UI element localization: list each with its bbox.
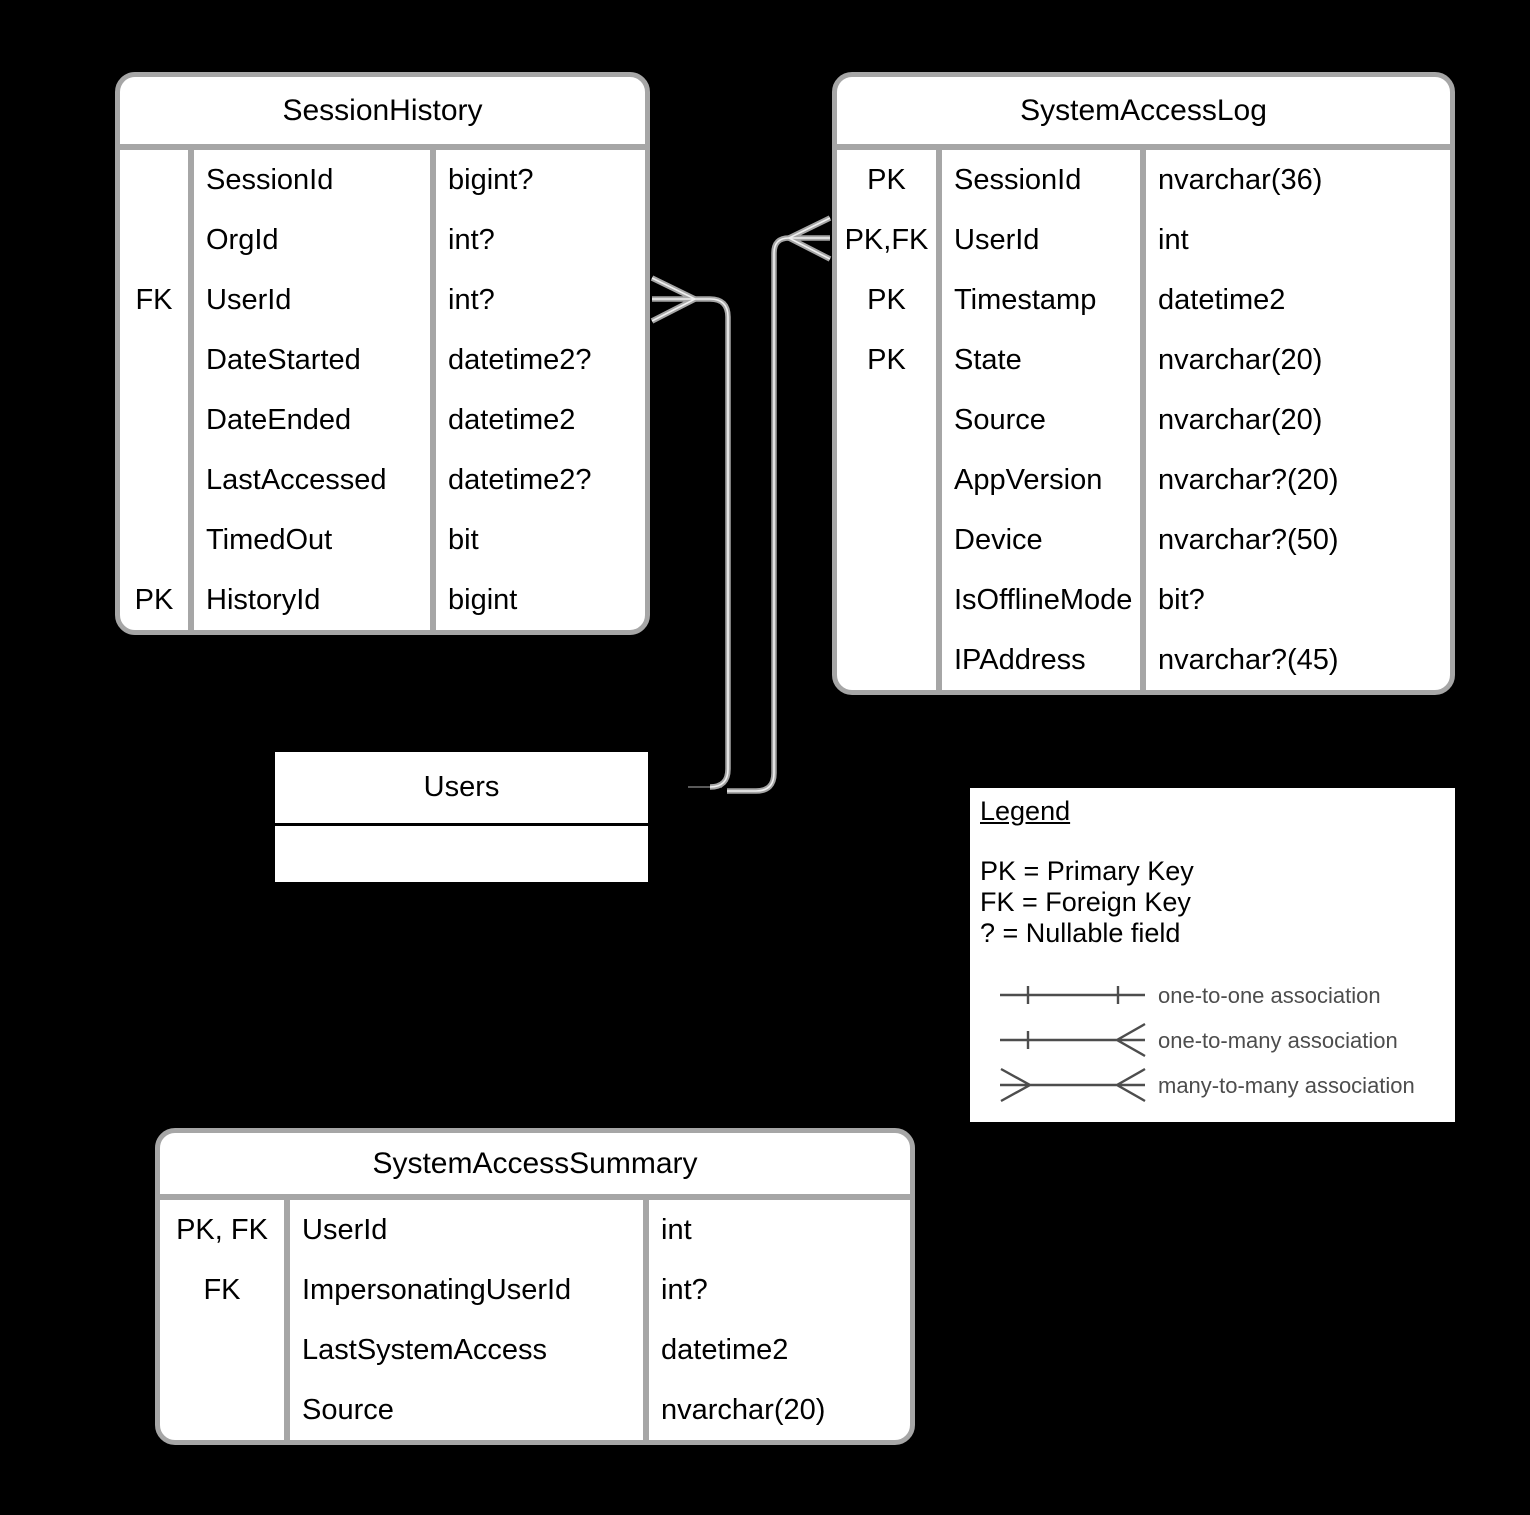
line-highlight	[652, 278, 695, 321]
row-key	[160, 1320, 290, 1380]
row-key: PK,FK	[837, 210, 942, 270]
row-key	[120, 390, 194, 450]
legend-association-symbols	[970, 958, 1455, 1122]
row-field-type: datetime2?	[448, 463, 592, 496]
row-field-name: Source	[290, 1380, 649, 1440]
entity-title: Users	[423, 771, 500, 803]
row-field-type: bigint?	[448, 163, 534, 196]
row-field-type: datetime2	[1158, 283, 1286, 316]
row-field-type: nvarchar(36)	[1158, 163, 1323, 196]
row-field-name: SessionId	[942, 150, 1146, 210]
row-key	[837, 510, 942, 570]
users-divider	[275, 823, 648, 826]
entity-title: SystemAccessSummary	[160, 1133, 910, 1200]
row-field-type: int?	[661, 1273, 708, 1306]
row-field-type: nvarchar?(45)	[1158, 643, 1339, 676]
row-field-name: AppVersion	[942, 450, 1146, 510]
row-field-name: ImpersonatingUserId	[290, 1260, 649, 1320]
many-to-many-label: many-to-many association	[1158, 1073, 1415, 1098]
entity-users	[275, 752, 648, 882]
row-field-name: DateEnded	[194, 390, 436, 450]
row-field-name: Timestamp	[942, 270, 1146, 330]
row-field-name: LastAccessed	[194, 450, 436, 510]
row-field-name: UserId	[942, 210, 1146, 270]
row-field-type: nvarchar(20)	[1158, 343, 1323, 376]
row-field-type: bit?	[1158, 583, 1205, 616]
row-field-type: datetime2	[448, 403, 576, 436]
row-key	[160, 1380, 290, 1440]
one-to-many-label: one-to-many association	[1158, 1028, 1398, 1053]
entity-systemaccesslog	[832, 72, 1455, 695]
line-highlight	[727, 238, 789, 791]
row-key	[120, 510, 194, 570]
row-field-type: int?	[448, 283, 495, 316]
line-highlight	[695, 299, 728, 787]
entity-columns	[837, 150, 1450, 690]
row-key: PK	[120, 570, 194, 630]
row-key	[120, 150, 194, 210]
row-key: PK, FK	[160, 1200, 290, 1260]
entity-columns	[160, 1200, 910, 1440]
row-key: PK	[837, 150, 942, 210]
row-field-name: State	[942, 330, 1146, 390]
row-field-type: int	[661, 1213, 692, 1246]
row-field-name: UserId	[194, 270, 436, 330]
row-field-name: TimedOut	[194, 510, 436, 570]
legend-title: Legend	[980, 796, 1071, 826]
row-key: PK	[837, 330, 942, 390]
one-to-one-symbol-icon	[1000, 986, 1145, 1004]
row-field-type: datetime2?	[448, 343, 592, 376]
entity-systemaccesssummary	[155, 1128, 915, 1445]
row-field-type: nvarchar(20)	[661, 1393, 826, 1426]
entity-sessionhistory	[115, 72, 650, 635]
row-field-type: nvarchar?(50)	[1158, 523, 1339, 556]
row-field-type: int	[1158, 223, 1189, 256]
row-key	[120, 330, 194, 390]
legend	[970, 788, 1455, 1122]
entity-title: SystemAccessLog	[837, 77, 1450, 150]
systemaccesslog-users-line	[727, 238, 789, 791]
entity-title: SessionHistory	[120, 77, 645, 150]
one-to-many-symbol-icon	[1000, 1024, 1145, 1056]
row-key	[837, 630, 942, 690]
row-key: PK	[837, 270, 942, 330]
row-field-type: bit	[448, 523, 479, 556]
row-key	[120, 450, 194, 510]
row-field-type: datetime2	[661, 1333, 789, 1366]
row-field-type: bigint	[448, 583, 518, 616]
row-field-name: OrgId	[194, 210, 436, 270]
row-field-type: int?	[448, 223, 495, 256]
row-field-name: DateStarted	[194, 330, 436, 390]
row-field-name: UserId	[290, 1200, 649, 1260]
row-field-type: nvarchar(20)	[1158, 403, 1323, 436]
row-key	[837, 450, 942, 510]
row-key: FK	[160, 1260, 290, 1320]
entity-columns	[120, 150, 645, 630]
row-field-name: Device	[942, 510, 1146, 570]
legend-key-fk: FK = Foreign Key	[980, 887, 1191, 917]
legend-key-definitions	[980, 856, 1194, 949]
row-field-name: IPAddress	[942, 630, 1146, 690]
legend-key-nullable: ? = Nullable field	[980, 918, 1181, 948]
many-to-many-symbol-icon	[1000, 1069, 1145, 1101]
sessionhistory-users-line	[695, 299, 728, 787]
one-to-one-label: one-to-one association	[1158, 983, 1381, 1008]
row-field-type: nvarchar?(20)	[1158, 463, 1339, 496]
row-field-name: LastSystemAccess	[290, 1320, 649, 1380]
row-key	[120, 210, 194, 270]
row-field-name: HistoryId	[194, 570, 436, 630]
row-key: FK	[120, 270, 194, 330]
row-key	[837, 390, 942, 450]
row-field-name: IsOfflineMode	[942, 570, 1146, 630]
row-key	[837, 570, 942, 630]
row-field-name: SessionId	[194, 150, 436, 210]
legend-key-pk: PK = Primary Key	[980, 856, 1194, 886]
row-field-name: Source	[942, 390, 1146, 450]
